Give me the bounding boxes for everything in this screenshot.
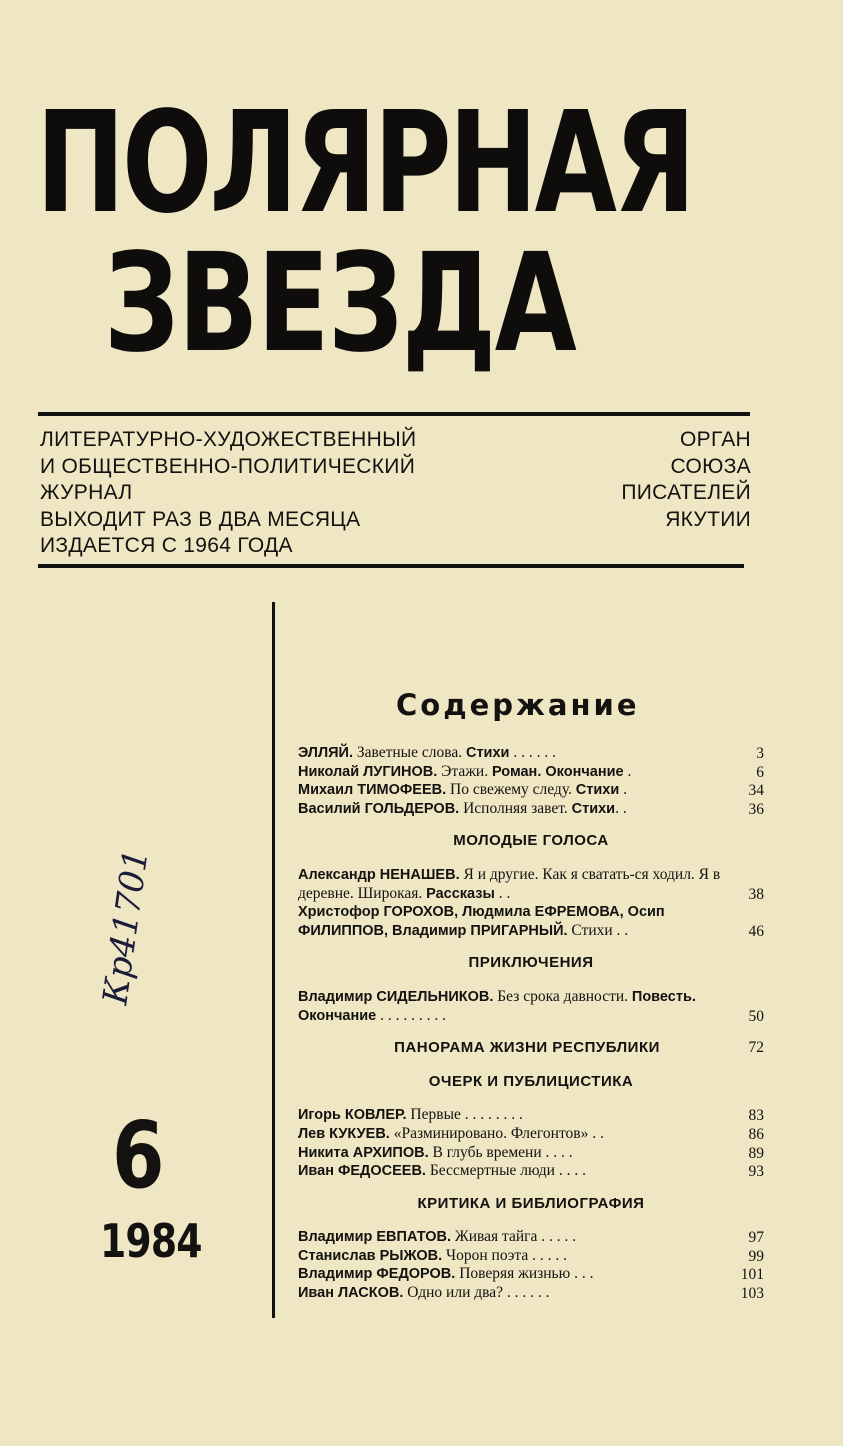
bottom-divider xyxy=(38,564,744,568)
toc-entry xyxy=(298,1284,764,1303)
subtitle-right-block xyxy=(531,427,751,533)
toc-leader-dots: . . xyxy=(615,799,631,817)
toc-author: Владимир ФЕДОРОВ. xyxy=(298,1266,456,1283)
toc-author: Василий ГОЛЬДЕРОВ. xyxy=(298,800,460,817)
toc-author: Станислав РЫЖОВ. xyxy=(298,1247,443,1264)
toc-leader-dots: . . xyxy=(612,921,633,939)
toc-group xyxy=(298,832,764,940)
toc-entry xyxy=(298,1228,764,1247)
toc-entry xyxy=(298,1265,764,1284)
subtitle-line: ИЗДАЕТСЯ С 1964 ГОДА xyxy=(40,534,293,557)
toc-genre: Стихи xyxy=(571,800,616,817)
toc-entry xyxy=(298,866,764,903)
toc-entry-text xyxy=(298,988,728,1025)
issue-year: 1984 xyxy=(100,1214,202,1268)
toc-title: Одно или два? xyxy=(403,1284,504,1302)
toc-entry-text xyxy=(298,1144,728,1163)
toc-title: В глубь времени xyxy=(428,1143,542,1161)
subtitle-line: ЖУРНАЛ xyxy=(40,481,133,504)
toc-entry-text xyxy=(298,744,728,763)
toc-entry-text xyxy=(298,1265,728,1284)
toc-section-entry xyxy=(298,1039,764,1057)
toc-author: Михаил ТИМОФЕЕВ. xyxy=(298,782,447,799)
toc-entry xyxy=(298,763,764,782)
toc-entry-text xyxy=(298,781,728,800)
magazine-title-line1: ПОЛЯРНАЯ xyxy=(36,82,693,245)
toc-title: Чорон поэта xyxy=(442,1246,529,1264)
toc-entry xyxy=(298,1106,764,1125)
toc-genre: Стихи xyxy=(575,782,620,799)
vertical-divider xyxy=(272,602,275,1318)
toc-genre: Повесть. Окончание xyxy=(298,988,700,1024)
toc-entry xyxy=(298,744,764,763)
toc-entry-text xyxy=(298,866,728,903)
handwritten-inventory-note: Кр41701 xyxy=(95,846,157,1007)
toc-section-title: ПРИКЛЮЧЕНИЯ xyxy=(468,954,594,972)
toc-leader-dots: . xyxy=(619,781,631,799)
toc-leader-dots: . . . . . . . . . xyxy=(376,1006,450,1024)
toc-author: Владимир ЕВПАТОВ. xyxy=(298,1229,451,1246)
toc-entry-text xyxy=(298,1247,728,1266)
toc-author: Владимир СИДЕЛЬНИКОВ. xyxy=(298,988,494,1005)
toc-title: Без срока давности. xyxy=(493,987,632,1005)
toc-author: Александр НЕНАШЕВ. xyxy=(298,866,460,883)
toc-title: Поверяя жизнью xyxy=(455,1265,571,1283)
toc-author: Иван ФЕДОСЕЕВ. xyxy=(298,1163,426,1180)
toc-title: «Разминировано. Флегонтов» xyxy=(389,1124,589,1142)
toc-entry xyxy=(298,1125,764,1144)
toc-entry-text xyxy=(298,1162,728,1181)
toc-entry xyxy=(298,903,764,940)
toc-entry-text xyxy=(298,1228,728,1247)
toc-title: Я и другие. Как я сватать-ся ходил. Я в деревне. Широкая. xyxy=(298,865,725,902)
toc-author: Никита АРХИПОВ. xyxy=(298,1144,429,1161)
toc-page-number: 103 xyxy=(740,1285,764,1303)
toc-page-number: 3 xyxy=(756,745,764,762)
toc-page-number: 72 xyxy=(748,1039,764,1057)
toc-entry-text xyxy=(298,1125,728,1144)
toc-page-number: 89 xyxy=(748,1144,764,1162)
toc-page-number: 99 xyxy=(748,1247,764,1265)
organ-line: ОРГАН xyxy=(680,428,751,451)
organ-line: ПИСАТЕЛЕЙ xyxy=(621,481,751,504)
toc-page-number: 86 xyxy=(748,1125,764,1143)
toc-leader-dots: . . . . . xyxy=(537,1228,581,1246)
toc-page-number: 36 xyxy=(748,800,764,818)
toc-group xyxy=(298,1039,764,1057)
toc-author: Иван ЛАСКОВ. xyxy=(298,1285,404,1302)
toc-entry-text xyxy=(298,763,728,782)
toc-leader-dots: . . xyxy=(588,1124,608,1142)
toc-entry-text xyxy=(298,1284,728,1303)
toc-title: Первые xyxy=(406,1106,461,1124)
toc-author: Лев КУКУЕВ. xyxy=(298,1125,390,1142)
toc-leader-dots: . . . . . . . . xyxy=(460,1106,527,1124)
toc-entry xyxy=(298,781,764,800)
toc-title: Стихи xyxy=(567,921,613,939)
toc-group xyxy=(298,1073,764,1181)
toc-leader-dots: . . . . xyxy=(554,1162,590,1180)
toc-entry xyxy=(298,1162,764,1181)
subtitle-line: ВЫХОДИТ РАЗ В ДВА МЕСЯЦА xyxy=(40,507,361,531)
toc-title: Живая тайга xyxy=(450,1228,538,1246)
toc-page-number: 93 xyxy=(748,1163,764,1181)
toc-heading: Содержание xyxy=(396,688,640,722)
top-divider xyxy=(38,412,750,416)
toc-entry xyxy=(298,988,764,1025)
toc-leader-dots: . . . . . . xyxy=(509,744,560,761)
toc-leader-dots: . . . . . xyxy=(528,1246,571,1264)
toc-group xyxy=(298,1195,764,1303)
toc-author: ЭЛЛЯЙ. xyxy=(298,745,353,761)
toc-genre: Рассказы xyxy=(426,885,495,902)
toc-leader-dots: . . xyxy=(494,884,515,902)
toc-genre: Стихи xyxy=(465,745,510,761)
toc-title: Бессмертные люди xyxy=(425,1162,555,1180)
toc-title: По свежему следу. xyxy=(446,781,576,799)
toc-genre: Роман. Окончание xyxy=(491,763,624,780)
toc-page-number: 6 xyxy=(756,763,764,781)
toc-leader-dots: . . . . . . xyxy=(503,1284,554,1302)
toc-page-number: 97 xyxy=(748,1229,764,1247)
toc-entry xyxy=(298,800,764,819)
toc-group xyxy=(298,954,764,1025)
toc-page-number: 46 xyxy=(748,922,764,940)
toc-page-number: 34 xyxy=(748,782,764,800)
toc-leader-dots: . . . xyxy=(570,1265,598,1283)
subtitle-left-block xyxy=(40,427,480,560)
toc-page-number: 83 xyxy=(748,1107,764,1125)
toc-author: Игорь КОВЛЕР. xyxy=(298,1107,407,1124)
toc-title: Исполняя завет. xyxy=(459,799,572,817)
toc-author: Николай ЛУГИНОВ. xyxy=(298,763,438,780)
toc-entry-text xyxy=(298,903,728,940)
subtitle-line: ЛИТЕРАТУРНО-ХУДОЖЕСТВЕННЫЙ xyxy=(40,428,417,451)
toc-entry-text xyxy=(298,800,728,819)
toc-leader-dots: . . . . xyxy=(541,1143,577,1161)
toc-title: Этажи. xyxy=(437,762,492,780)
toc-title: Заветные слова. xyxy=(352,744,466,761)
toc-page-number: 101 xyxy=(740,1266,764,1284)
toc-section-title: КРИТИКА И БИБЛИОГРАФИЯ xyxy=(417,1194,645,1212)
toc-section-title: МОЛОДЫЕ ГОЛОСА xyxy=(453,832,609,850)
toc-page-number: 50 xyxy=(748,1007,764,1025)
table-of-contents xyxy=(298,744,764,1303)
toc-leader-dots: . xyxy=(623,762,636,780)
issue-number: 6 xyxy=(112,1102,165,1209)
toc-group xyxy=(298,744,764,818)
toc-section-title: ОЧЕРК И ПУБЛИЦИСТИКА xyxy=(428,1072,634,1090)
organ-line: ЯКУТИИ xyxy=(665,507,751,531)
magazine-title-line2: ЗВЕЗДА xyxy=(104,225,576,383)
toc-author: Христофор ГОРОХОВ, Людмила ЕФРЕМОВА, Осип ФИЛИППОВ, Владимир ПРИГАРНЫЙ. xyxy=(298,904,669,939)
organ-line: СОЮЗА xyxy=(670,454,751,478)
subtitle-line: И ОБЩЕСТВЕННО-ПОЛИТИЧЕСКИЙ xyxy=(40,454,416,478)
toc-page-number: 38 xyxy=(748,885,764,903)
toc-entry xyxy=(298,1144,764,1163)
toc-entry-text xyxy=(298,1106,728,1125)
toc-section-title: ПАНОРАМА ЖИЗНИ РЕСПУБЛИКИ xyxy=(394,1039,660,1057)
toc-entry xyxy=(298,1247,764,1266)
